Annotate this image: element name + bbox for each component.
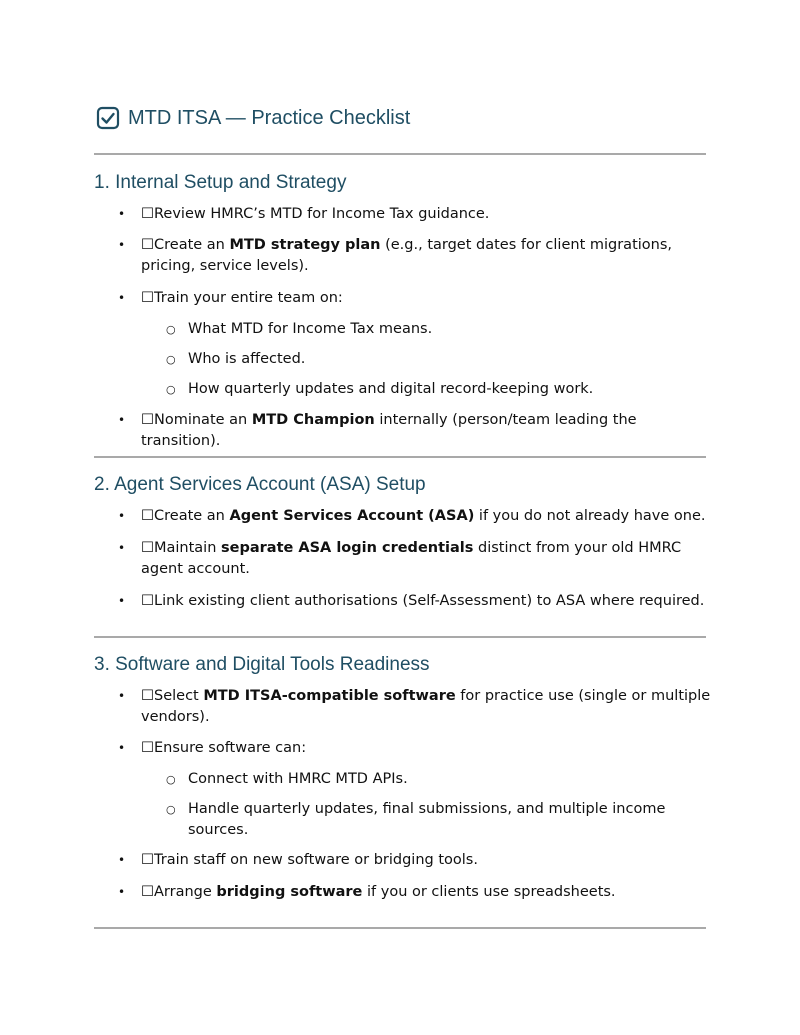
sub-bullet-icon: ○	[166, 383, 176, 396]
subitem-text: What MTD for Income Tax means.	[188, 321, 433, 337]
item-text: (e.g., target dates for client migrations, pricing, service levels).	[141, 237, 673, 274]
item-text-bold: bridging software	[216, 884, 363, 900]
bullet-icon: •	[118, 689, 126, 703]
bullet-icon: •	[118, 853, 126, 867]
item-text: Arrange	[154, 884, 217, 900]
bullet-icon: •	[118, 291, 126, 305]
document-title-text: MTD ITSA — Practice Checklist	[128, 106, 411, 129]
divider	[94, 456, 706, 458]
checkbox-icon[interactable]: ☐	[141, 540, 154, 556]
bullet-icon: •	[118, 741, 126, 755]
document-title	[96, 106, 410, 130]
section-heading: 3. Software and Digital Tools Readiness	[94, 654, 430, 675]
item-text: Create an	[154, 237, 230, 253]
subitem-text: Handle quarterly updates, final submissions, and multiple income sources.	[188, 801, 666, 838]
checkbox-checked-icon	[96, 106, 120, 130]
checkbox-icon[interactable]: ☐	[141, 206, 154, 222]
item-text-bold: MTD ITSA-compatible software	[203, 688, 456, 704]
item-text: distinct from your old HMRC agent account.	[141, 540, 682, 577]
checkbox-icon[interactable]: ☐	[141, 740, 154, 756]
subitem-text: Connect with HMRC MTD APIs.	[188, 771, 408, 787]
bullet-icon: •	[118, 238, 126, 252]
bullet-icon: •	[118, 541, 126, 555]
checkbox-icon[interactable]: ☐	[141, 688, 154, 704]
divider	[94, 153, 706, 155]
checkbox-icon[interactable]: ☐	[141, 290, 154, 306]
item-text: Ensure software can:	[154, 740, 307, 756]
sub-bullet-icon: ○	[166, 773, 176, 786]
bullet-icon: •	[118, 207, 126, 221]
item-text: Review HMRC’s MTD for Income Tax guidance.	[154, 206, 490, 222]
item-text-bold: separate ASA login credentials	[221, 540, 474, 556]
subitem-text: Who is affected.	[188, 351, 306, 367]
item-text-bold: MTD strategy plan	[229, 237, 381, 253]
item-text: Nominate an	[154, 412, 252, 428]
sub-bullet-icon: ○	[166, 803, 176, 816]
item-text: for practice use (single or multiple vendors).	[141, 688, 711, 725]
bullet-icon: •	[118, 885, 126, 899]
item-text: internally (person/team leading the transition).	[141, 412, 637, 449]
checkbox-icon[interactable]: ☐	[141, 884, 154, 900]
section-heading: 1. Internal Setup and Strategy	[94, 172, 347, 193]
divider	[94, 927, 706, 929]
subitem-text: How quarterly updates and digital record-keeping work.	[188, 381, 594, 397]
checkbox-icon[interactable]: ☐	[141, 852, 154, 868]
item-text: Train your entire team on:	[154, 290, 343, 306]
checkbox-icon[interactable]: ☐	[141, 593, 154, 609]
sub-bullet-icon: ○	[166, 323, 176, 336]
section-heading: 2. Agent Services Account (ASA) Setup	[94, 474, 426, 495]
item-text: Maintain	[154, 540, 222, 556]
checkbox-icon[interactable]: ☐	[141, 412, 154, 428]
item-text: Create an	[154, 508, 230, 524]
item-text: Link existing client authorisations (Self-Assessment) to ASA where required.	[154, 593, 705, 609]
bullet-icon: •	[118, 509, 126, 523]
sub-bullet-icon: ○	[166, 353, 176, 366]
bullet-icon: •	[118, 594, 126, 608]
item-text: Train staff on new software or bridging tools.	[154, 852, 478, 868]
item-text: Select	[154, 688, 204, 704]
item-text-bold: Agent Services Account (ASA)	[229, 508, 475, 524]
item-text-bold: MTD Champion	[251, 412, 375, 428]
checkbox-icon[interactable]: ☐	[141, 508, 154, 524]
item-text: if you do not already have one.	[474, 508, 706, 524]
divider	[94, 636, 706, 638]
bullet-icon: •	[118, 413, 126, 427]
item-text: if you or clients use spreadsheets.	[362, 884, 616, 900]
checkbox-icon[interactable]: ☐	[141, 237, 154, 253]
